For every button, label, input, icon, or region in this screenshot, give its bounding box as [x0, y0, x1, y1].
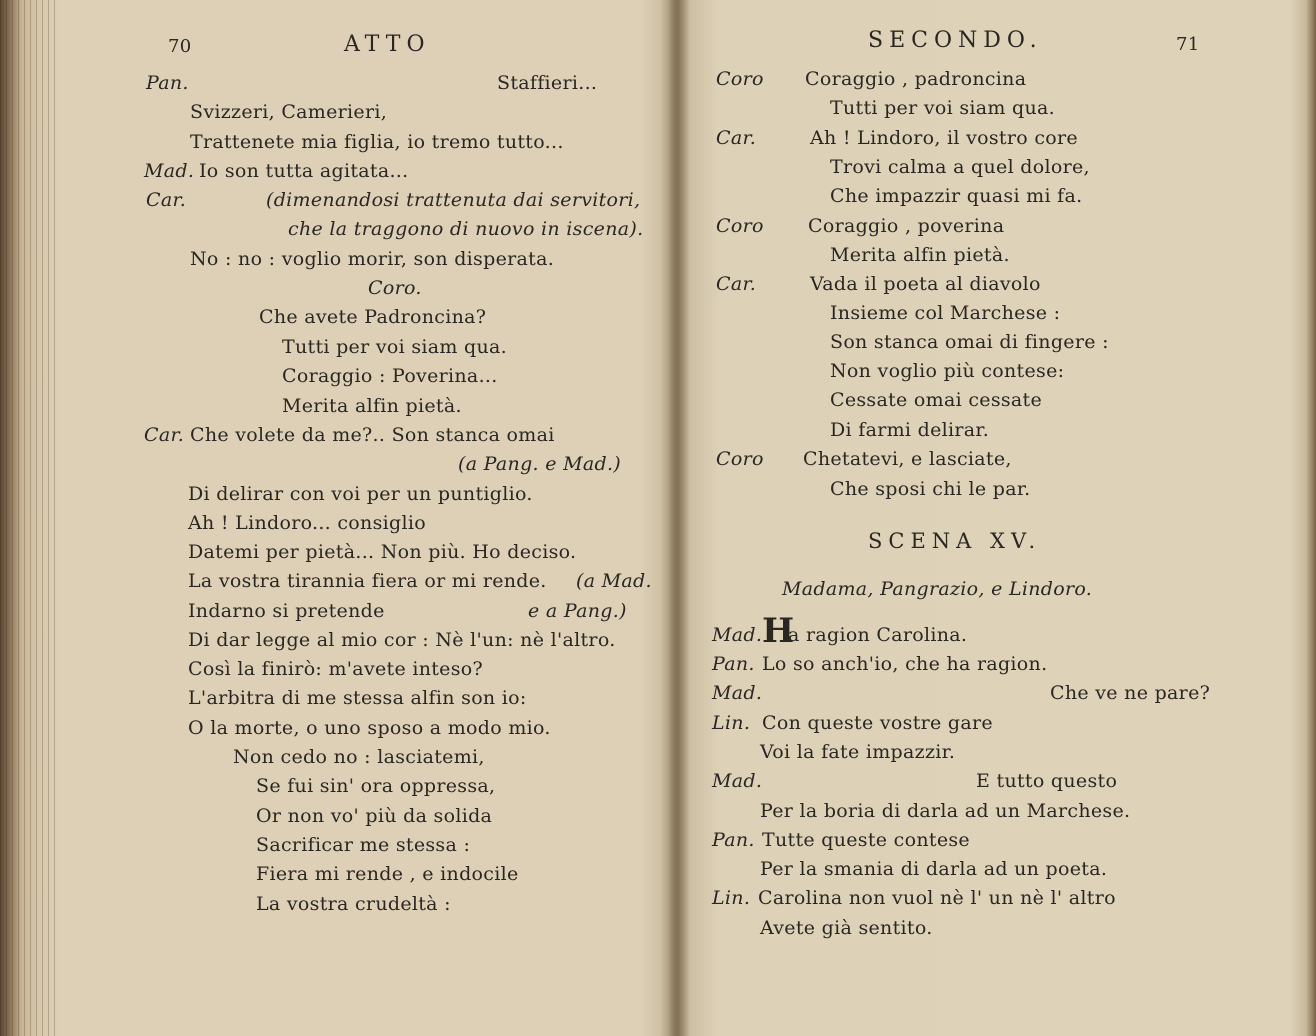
running-header: SECONDO. — [868, 28, 1043, 53]
text-line: La vostra tirannia fiera or mi rende. — [188, 570, 547, 592]
text-line: Io son tutta agitata... — [199, 160, 409, 182]
text-line: Avete già sentito. — [760, 917, 933, 939]
text-line: Tutti per voi siam qua. — [282, 336, 507, 358]
book-gutter — [660, 0, 690, 1036]
text-line: Merita alfin pietà. — [830, 244, 1010, 266]
text-line: Datemi per pietà... Non più. Ho deciso. — [188, 541, 577, 563]
speaker-label: Lin. — [712, 712, 751, 734]
text-line: Che avete Padroncina? — [259, 306, 487, 328]
text-line: Che impazzir quasi mi fa. — [830, 185, 1083, 207]
scene-characters: Madama, Pangrazio, e Lindoro. — [782, 578, 1093, 600]
text-line: Merita alfin pietà. — [282, 395, 462, 417]
scene-heading: SCENA XV. — [868, 529, 1042, 553]
text-line: a ragion Carolina. — [788, 624, 968, 646]
text-line: Or non vo' più da solida — [256, 805, 493, 827]
text-line: Coraggio : Poverina... — [282, 365, 498, 387]
text-line: Non cedo no : lasciatemi, — [233, 746, 485, 768]
speaker-label: Mad. — [712, 770, 763, 792]
text-line: O la morte, o uno sposo a modo mio. — [188, 717, 551, 739]
speaker-label: Coro — [716, 448, 764, 470]
stage-direction: (a Pang. e Mad.) — [458, 453, 621, 475]
text-line: Voi la fate impazzir. — [760, 741, 956, 763]
text-line: La vostra crudeltà : — [256, 893, 451, 915]
text-line: Sacrificar me stessa : — [256, 834, 471, 856]
speaker-label: Coro — [716, 215, 764, 237]
text-line: No : no : voglio morir, son disperata. — [190, 248, 555, 270]
text-line: Per la boria di darla ad un Marchese. — [760, 800, 1131, 822]
text-line: Staffieri... — [497, 72, 598, 94]
text-line: Tutti per voi siam qua. — [830, 97, 1055, 119]
text-line: Che ve ne pare? — [1050, 682, 1211, 704]
text-line: Fiera mi rende , e indocile — [256, 863, 519, 885]
speaker-label: Mad. — [144, 160, 195, 182]
speaker-label: Pan. — [146, 72, 189, 94]
running-header: ATTO — [344, 32, 431, 57]
text-line: Carolina non vuol nè l' un nè l' altro — [758, 887, 1116, 909]
text-line: Ah ! Lindoro... consiglio — [188, 512, 426, 534]
speaker-label: Car. — [146, 189, 187, 211]
text-line: Così la finirò: m'avete inteso? — [188, 658, 484, 680]
text-line: Di dar legge al mio cor : Nè l'un: nè l'altro. — [188, 629, 616, 651]
text-line: Cessate omai cessate — [830, 389, 1043, 411]
text-line: Che sposi chi le par. — [830, 478, 1031, 500]
text-line: Tutte queste contese — [762, 829, 970, 851]
stage-direction: (dimenandosi trattenuta dai servitori, — [266, 189, 641, 211]
text-line: Trattenete mia figlia, io tremo tutto... — [190, 131, 564, 153]
stage-direction: (a Mad. — [576, 570, 652, 592]
text-line: Per la smania di darla ad un poeta. — [760, 858, 1108, 880]
speaker-label: Coro — [716, 68, 764, 90]
speaker-label: Car. — [716, 127, 757, 149]
text-line: Insieme col Marchese : — [830, 302, 1061, 324]
speaker-label: Mad. — [712, 682, 763, 704]
text-line: Coraggio , padroncina — [805, 68, 1027, 90]
speaker-heading: Coro. — [368, 277, 422, 299]
text-line: Chetatevi, e lasciate, — [803, 448, 1012, 470]
speaker-label: Car. — [144, 424, 185, 446]
stage-direction: e a Pang.) — [528, 600, 627, 622]
speaker-label: Pan. — [712, 829, 755, 851]
speaker-label: Mad. — [712, 624, 763, 646]
page-edges — [0, 0, 60, 1036]
text-line: Son stanca omai di fingere : — [830, 331, 1109, 353]
text-line: L'arbitra di me stessa alfin son io: — [188, 687, 527, 709]
text-line: Ah ! Lindoro, il vostro core — [810, 127, 1078, 149]
text-line: Di farmi delirar. — [830, 419, 990, 441]
text-line: Svizzeri, Camerieri, — [190, 101, 388, 123]
drop-capital: H — [762, 611, 795, 651]
page-number: 70 — [168, 36, 192, 57]
text-line: Coraggio , poverina — [808, 215, 1005, 237]
stage-direction: che la traggono di nuovo in iscena). — [288, 218, 644, 240]
text-line: Con queste vostre gare — [762, 712, 993, 734]
speaker-label: Car. — [716, 273, 757, 295]
text-line: Di delirar con voi per un puntiglio. — [188, 483, 533, 505]
text-line: Trovi calma a quel dolore, — [830, 156, 1090, 178]
text-line: Indarno si pretende — [188, 600, 385, 622]
page-number: 71 — [1176, 34, 1200, 55]
text-line: Vada il poeta al diavolo — [810, 273, 1041, 295]
speaker-label: Pan. — [712, 653, 755, 675]
speaker-label: Lin. — [712, 887, 751, 909]
text-line: Che volete da me?.. Son stanca omai — [190, 424, 555, 446]
text-line: Lo so anch'io, che ha ragion. — [762, 653, 1048, 675]
text-line: Non voglio più contese: — [830, 360, 1065, 382]
text-line: Se fui sin' ora oppressa, — [256, 775, 496, 797]
text-line: E tutto questo — [976, 770, 1118, 792]
